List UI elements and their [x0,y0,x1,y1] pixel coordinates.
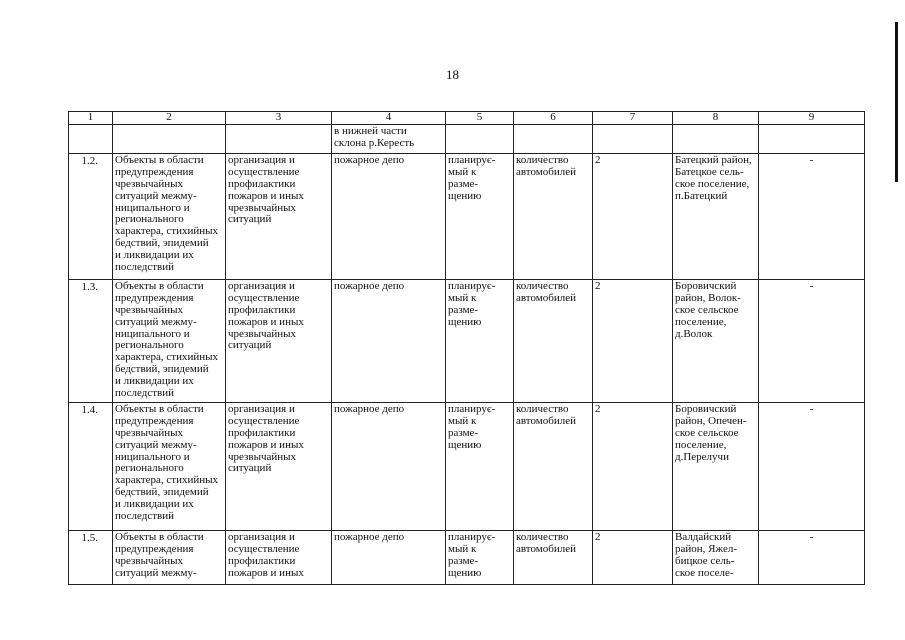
header-cell: 6 [514,112,593,125]
name-cell: пожарное депо [332,280,446,403]
status-cell: планирує- мый к разме- щению [446,154,514,280]
table-row [69,280,865,403]
header-cell: 4 [332,112,446,125]
row-number: 1.5. [69,531,113,585]
purpose-cell: организация и осуществление профилактики пожаров и иных чрезвычайных ситуаций [226,280,332,403]
empty-cell [69,125,113,154]
row-number: 1.2. [69,154,113,280]
header-cell: 5 [446,112,514,125]
object-cell: Объекты в области предупреждения чрезвычайных ситуаций межму- ниципального и регионального характера, стихийных бедствий, эпидемий и ликвидации их последствий [113,403,226,531]
page-number: 18 [446,67,459,82]
empty-cell [514,125,593,154]
purpose-cell: организация и осуществление профилактики пожаров и иных [226,531,332,585]
object-cell: Объекты в области предупреждения чрезвычайных ситуаций межму- [113,531,226,585]
zone-cell: - [759,154,865,280]
header-cell: 1 [69,112,113,125]
empty-cell [673,125,759,154]
header-cell: 2 [113,112,226,125]
name-cell: пожарное депо [332,531,446,585]
table-row [69,154,865,280]
continuation-row [69,125,865,154]
value-cell: 2 [593,531,673,585]
empty-cell [593,125,673,154]
status-cell: планирує- мый к разме- щению [446,280,514,403]
header-row [69,112,865,125]
characteristic-cell: количество автомобилей [514,531,593,585]
row-number: 1.3. [69,280,113,403]
purpose-cell: организация и осуществление профилактики пожаров и иных чрезвычайных ситуаций [226,154,332,280]
continuation-location-cell: в нижней части склона р.Кересть [332,125,446,154]
object-cell: Объекты в области предупреждения чрезвычайных ситуаций межму- ниципального и регионального характера, стихийных бедствий, эпидемий и ликвидации их последствий [113,280,226,403]
empty-cell [446,125,514,154]
empty-cell [226,125,332,154]
value-cell: 2 [593,154,673,280]
characteristic-cell: количество автомобилей [514,280,593,403]
characteristic-cell: количество автомобилей [514,403,593,531]
zone-cell: - [759,280,865,403]
value-cell: 2 [593,403,673,531]
value-cell: 2 [593,280,673,403]
table-row [69,403,865,531]
location-cell: Валдайский район, Яжел- бицкое сель- ское поселе- [673,531,759,585]
table-row [69,531,865,585]
purpose-cell: организация и осуществление профилактики пожаров и иных чрезвычайных ситуаций [226,403,332,531]
zone-cell: - [759,531,865,585]
location-cell: Батецкий район, Батецкое сель- ское поселение, п.Батецкий [673,154,759,280]
empty-cell [113,125,226,154]
name-cell: пожарное депо [332,403,446,531]
empty-cell [759,125,865,154]
row-number: 1.4. [69,403,113,531]
data-table [68,111,865,585]
header-cell: 9 [759,112,865,125]
header-cell: 3 [226,112,332,125]
location-cell: Боровичский район, Волок- ское сельское поселение, д.Волок [673,280,759,403]
header-cell: 8 [673,112,759,125]
scan-edge-line [895,22,898,182]
object-cell: Объекты в области предупреждения чрезвычайных ситуаций межму- ниципального и регионального характера, стихийных бедствий, эпидемий и ликвидации их последствий [113,154,226,280]
location-cell: Боровичский район, Опечен- ское сельское поселение, д.Перелучи [673,403,759,531]
status-cell: планирує- мый к разме- щению [446,403,514,531]
header-cell: 7 [593,112,673,125]
status-cell: планирує- мый к разме- щению [446,531,514,585]
zone-cell: - [759,403,865,531]
name-cell: пожарное депо [332,154,446,280]
characteristic-cell: количество автомобилей [514,154,593,280]
